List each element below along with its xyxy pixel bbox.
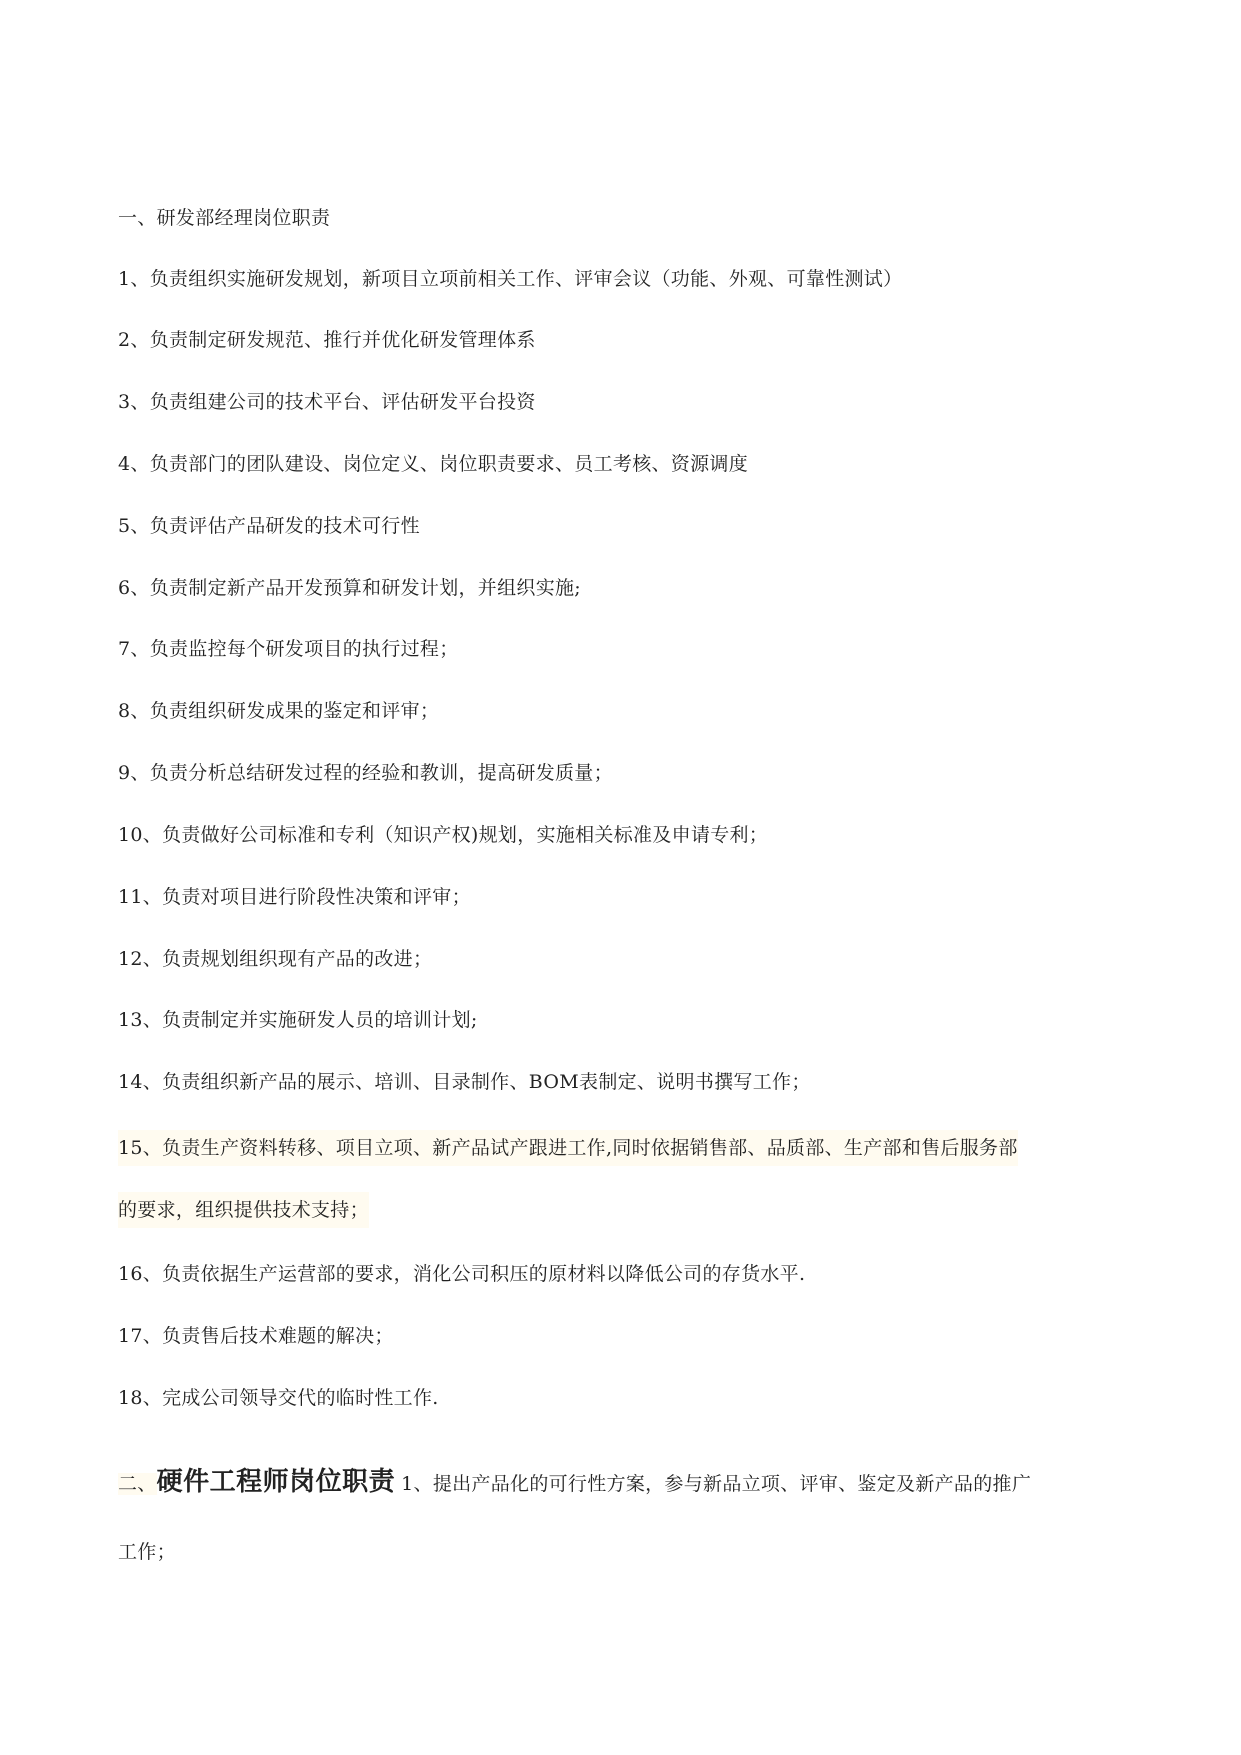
list-item-highlighted-continuation: 的要求，组织提供技术支持； (118, 1192, 369, 1228)
list-item: 12、负责规划组织现有产品的改进； (118, 948, 433, 970)
list-item: 6、负责制定新产品开发预算和研发计划，并组织实施; (118, 577, 581, 599)
list-item: 14、负责组织新产品的展示、培训、目录制作、BOM表制定、说明书撰写工作； (118, 1071, 811, 1093)
section-2-item-1: 1、提出产品化的可行性方案，参与新品立项、评审、鉴定及新产品的推广 (401, 1473, 1032, 1495)
section-2-line (118, 1468, 1031, 1498)
list-item: 1、负责组织实施研发规划，新项目立项前相关工作、评审会议（功能、外观、可靠性测试） (118, 268, 903, 290)
list-item: 11、负责对项目进行阶段性决策和评审； (118, 886, 471, 908)
list-item: 2、负责制定研发规范、推行并优化研发管理体系 (118, 329, 536, 351)
list-item: 5、负责评估产品研发的技术可行性 (118, 515, 420, 537)
list-item: 10、负责做好公司标准和专利（知识产权)规划，实施相关标准及申请专利； (118, 824, 769, 846)
list-item: 9、负责分析总结研发过程的经验和教训，提高研发质量； (118, 762, 613, 784)
section-2-item-1-continuation: 工作； (118, 1541, 176, 1563)
list-item: 7、负责监控每个研发项目的执行过程； (118, 638, 459, 660)
list-item: 3、负责组建公司的技术平台、评估研发平台投资 (118, 391, 536, 413)
section-1-heading: 一、研发部经理岗位职责 (118, 207, 331, 229)
list-item: 13、负责制定并实施研发人员的培训计划; (118, 1009, 478, 1031)
list-item: 4、负责部门的团队建设、岗位定义、岗位职责要求、员工考核、资源调度 (118, 453, 748, 475)
section-2-heading: 硬件工程师岗位职责 (156, 1467, 396, 1497)
list-item-highlighted: 15、负责生产资料转移、项目立项、新产品试产跟进工作,同时依据销售部、品质部、生产部和售后服务部 (118, 1130, 1018, 1166)
list-item: 17、负责售后技术难题的解决； (118, 1325, 394, 1347)
list-item: 8、负责组织研发成果的鉴定和评审； (118, 700, 440, 722)
section-2-prefix: 二、 (118, 1473, 157, 1495)
list-item: 18、完成公司领导交代的临时性工作. (118, 1387, 439, 1409)
list-item: 16、负责依据生产运营部的要求，消化公司积压的原材料以降低公司的存货水平. (118, 1263, 806, 1285)
